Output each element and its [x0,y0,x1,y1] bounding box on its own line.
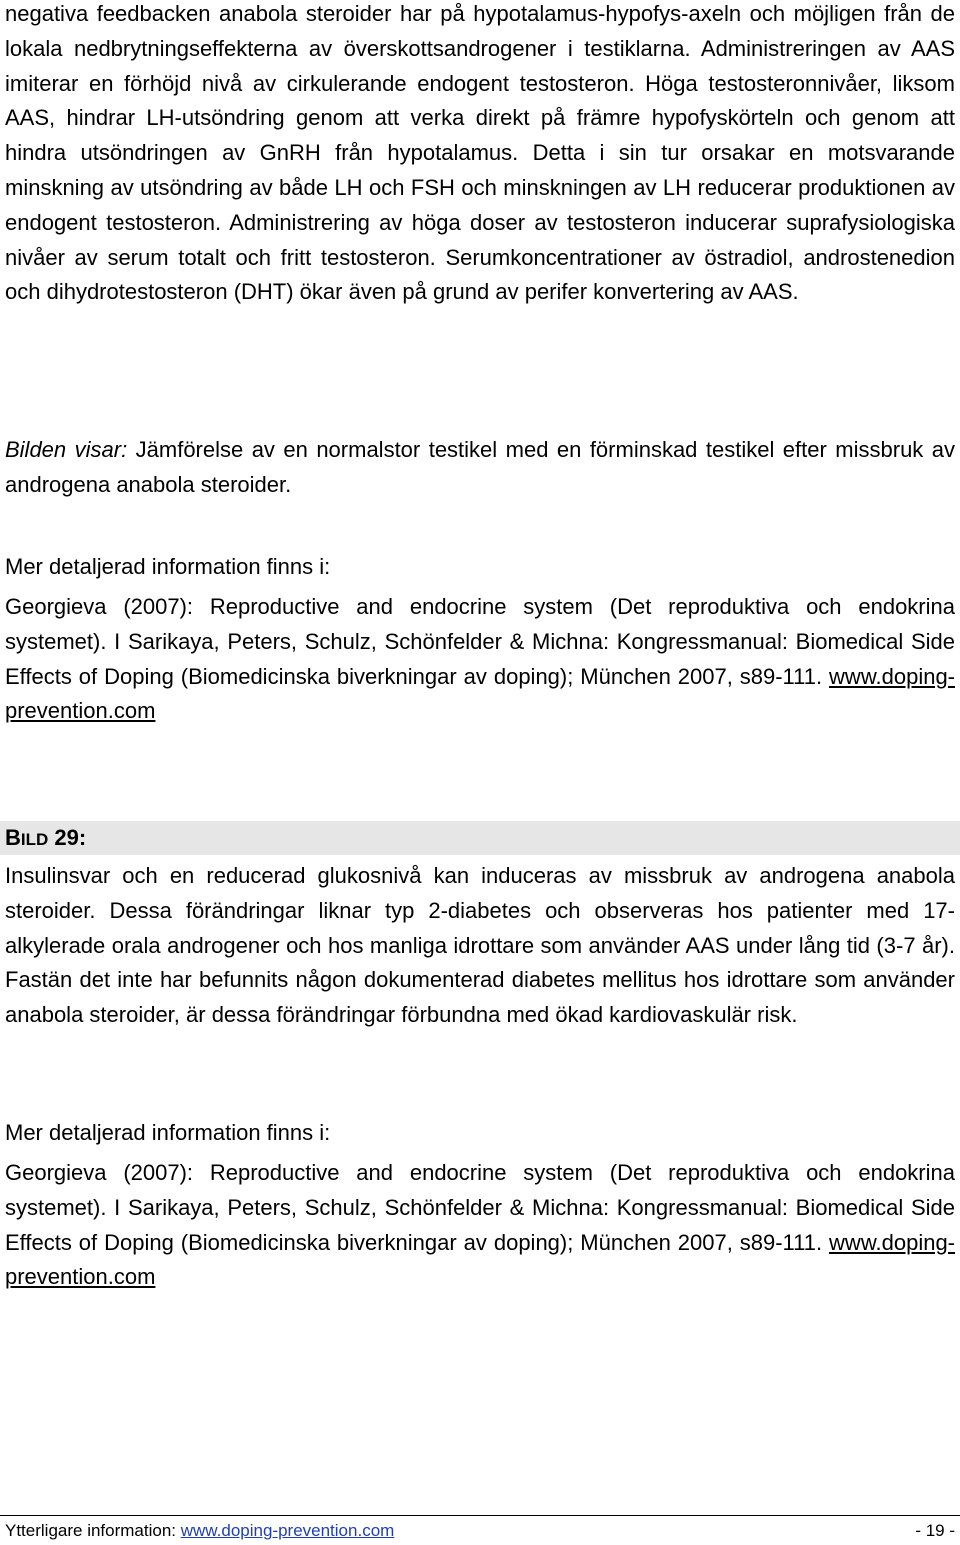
section-heading [5,821,86,857]
caption-text: Jämförelse av en normalstor testikel med en förminskad testikel efter missbruk av androgena anabola steroider. [5,437,955,497]
more-info-label: Mer detaljerad information finns i: [5,554,331,579]
section-heading-bar [0,821,960,855]
reference-paragraph [5,590,955,729]
footer-info [5,1520,394,1542]
reference-link[interactable]: www.doping-prevention.com [5,663,955,724]
section-paragraph: Insulinsvar och en reducerad glukosnivå kan induceras av missbruk av androgena anabola steroider. Dessa förändringar liknar typ 2-diabetes och observeras hos patienter med 17-alkylerade orala androgener och hos manliga idrottare som använder AAS under lång tid (3-7 år). Fastän det inte har befunnits någon dokumenterad diabetes mellitus hos idrottare som använder anabola steroider, är dessa förändringar förbundna med ökad kardiovaskulär risk. [5,863,955,1028]
body-paragraph: negativa feedbacken anabola steroider har på hypotalamus-hypofys-axeln och möjligen från de lokala nedbrytningseffekterna av överskottsandrogener i testiklarna. Administreringen av AAS imiterar en förhöjd nivå av cirkulerande endogent testosteron. Höga testosteronnivåer, liksom AAS, hindrar LH-utsöndring genom att verka direkt på främre hypofyskörteln och genom att hindra utsöndringen av GnRH från hypotalamus. Detta i sin tur orsakar en motsvarande minskning av utsöndring av både LH och FSH och minskningen av LH reducerar produktionen av endogent testosteron. Administrering av höga doser av testosteron inducerar suprafysiologiska nivåer av serum totalt och fritt testosteron. Serumkoncentrationer av östradiol, androstenedion och dihydrotestosteron (DHT) ökar även på grund av perifer konvertering av AAS. [5,1,955,305]
caption-label: Bilden visar: [5,437,128,462]
reference-text: Georgieva (2007): Reproductive and endocrine system (Det reproduktiva och endokrina systemet). I Sarikaya, Peters, Schulz, Schönfelder & Michna: Kongressmanual: Biomedical Side Effects of Doping (Biomedicinska biverkningar av doping); München 2007, s89-111. [5,594,955,689]
reference-paragraph [5,1156,955,1295]
page-number: - 19 - [915,1521,955,1540]
reference-link[interactable]: www.doping-prevention.com [5,1229,955,1290]
heading-smallcaps: ILD [20,830,49,849]
image-caption [5,433,955,503]
footer-label: Ytterligare information: [5,1521,181,1540]
footer-divider [0,1515,960,1516]
heading-number: 29: [48,825,87,850]
more-info-label: Mer detaljerad information finns i: [5,1120,331,1145]
footer-link[interactable]: www.doping-prevention.com [180,1521,395,1540]
reference-text: Georgieva (2007): Reproductive and endocrine system (Det reproduktiva och endokrina systemet). I Sarikaya, Peters, Schulz, Schönfelder & Michna: Kongressmanual: Biomedical Side Effects of Doping (Biomedicinska biverkningar av doping); München 2007, s89-111. [5,1160,955,1255]
heading-cap: B [5,825,21,850]
